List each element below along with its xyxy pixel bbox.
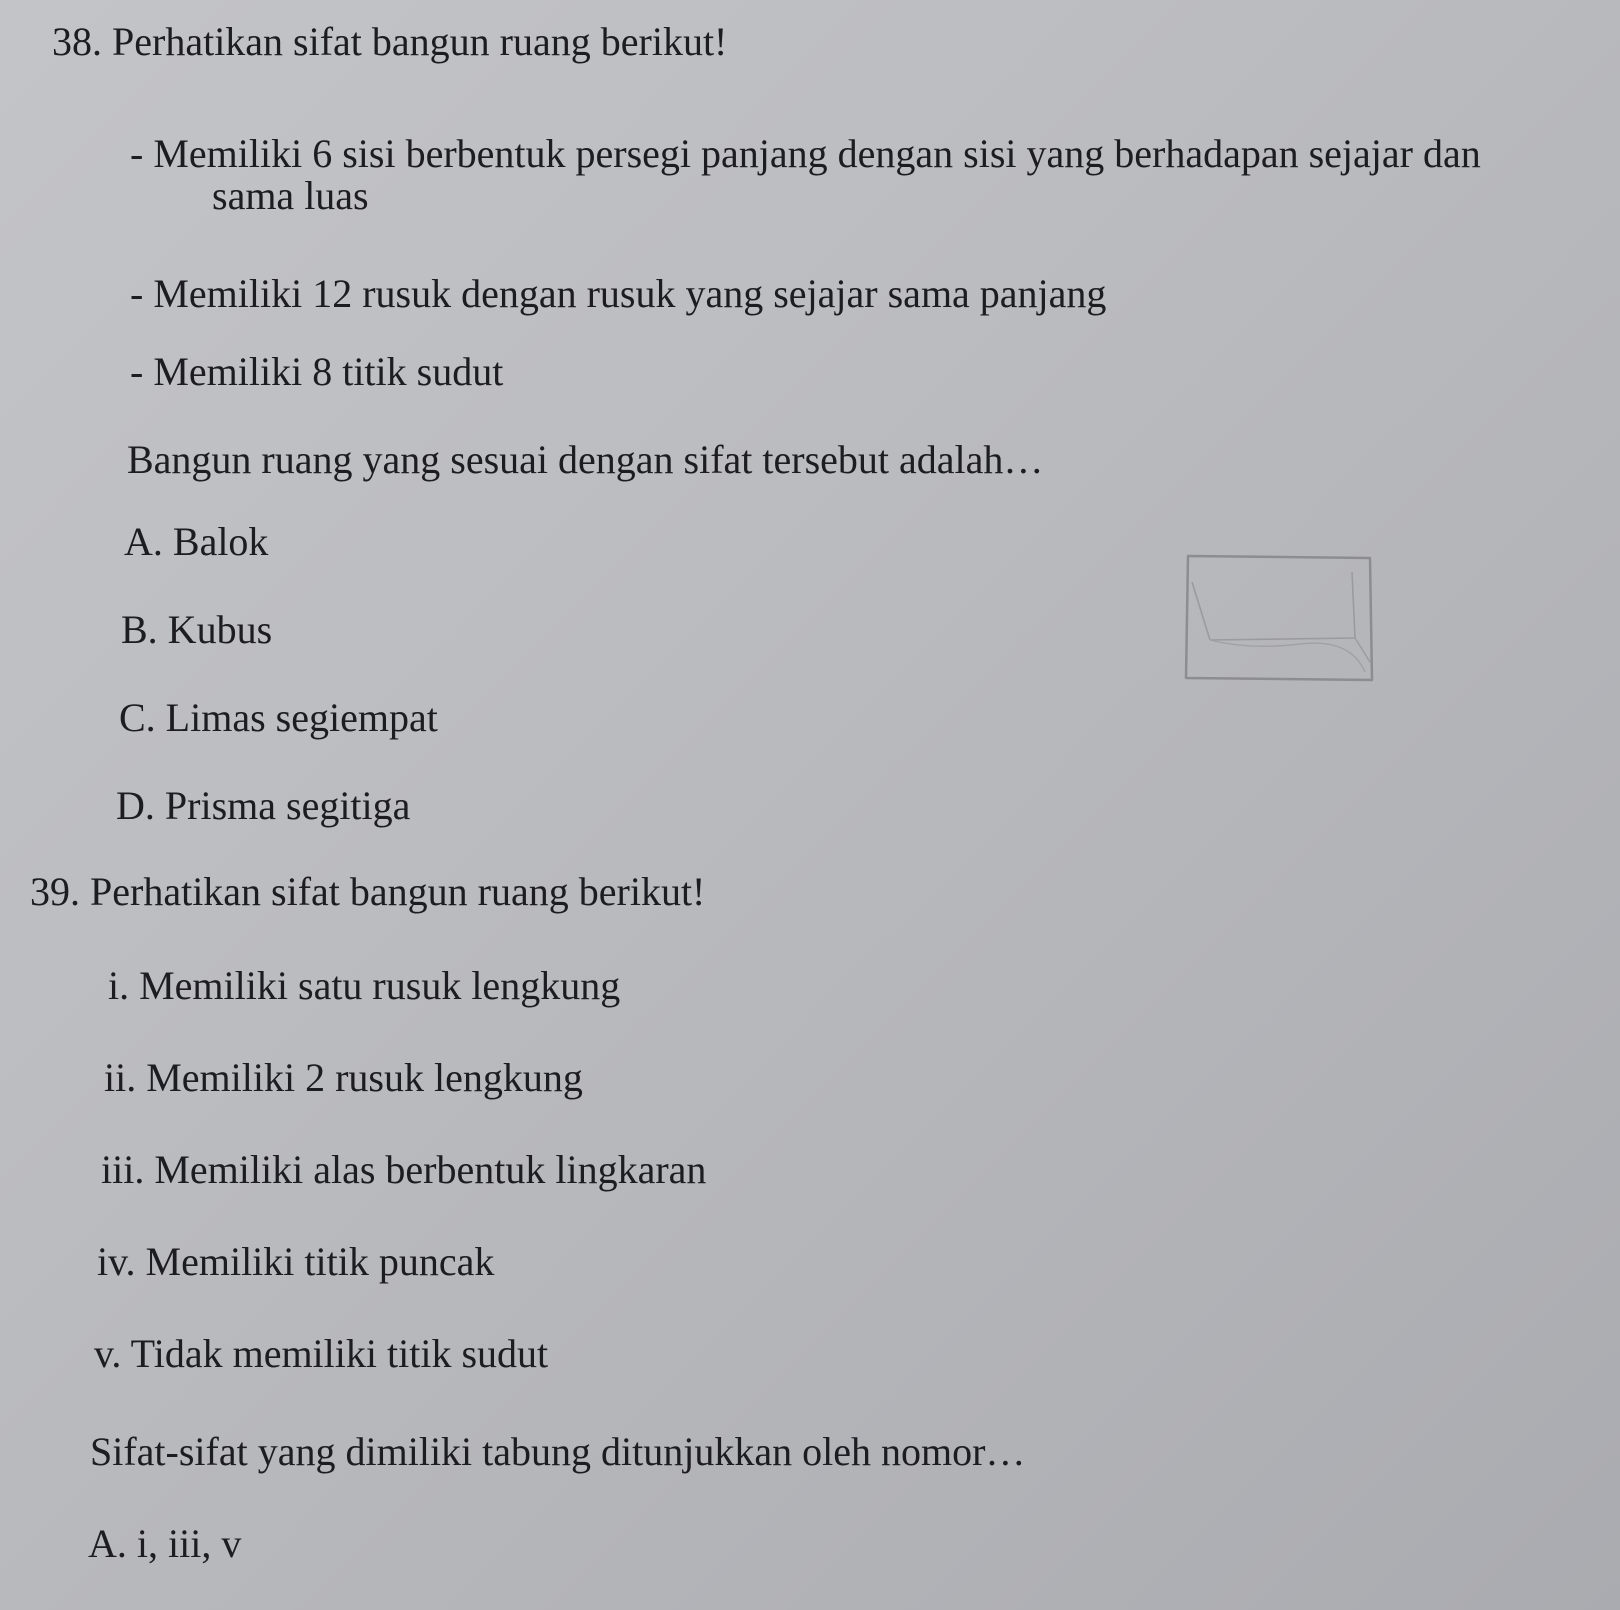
q38-option-b: B. Kubus (121, 607, 273, 652)
q39-option-a: A. i, iii, v (88, 1521, 242, 1566)
q39-item-iii: iii. Memiliki alas berbentuk lingkaran (101, 1147, 707, 1192)
q39-item-ii: ii. Memiliki 2 rusuk lengkung (104, 1055, 583, 1100)
q38-property-1-continued: sama luas (212, 173, 369, 218)
q39-item-iv: iv. Memiliki titik puncak (97, 1239, 495, 1284)
q39-item-v: v. Tidak memiliki titik sudut (94, 1331, 549, 1376)
q38-option-a: A. Balok (124, 519, 269, 564)
q39-heading: 39. Perhatikan sifat bangun ruang berikut! (30, 869, 706, 914)
pencil-box-sketch (1180, 552, 1380, 692)
q38-heading: 38. Perhatikan sifat bangun ruang berikut! (52, 19, 728, 64)
q38-property-2: - Memiliki 12 rusuk dengan rusuk yang sejajar sama panjang (130, 271, 1107, 316)
q38-property-3: - Memiliki 8 titik sudut (130, 349, 504, 394)
q38-property-1: - Memiliki 6 sisi berbentuk persegi panjang dengan sisi yang berhadapan sejajar dan (130, 131, 1481, 176)
q39-item-i: i. Memiliki satu rusuk lengkung (108, 963, 621, 1008)
q38-question: Bangun ruang yang sesuai dengan sifat tersebut adalah… (127, 437, 1044, 482)
q38-option-d: D. Prisma segitiga (116, 783, 411, 828)
q39-question: Sifat-sifat yang dimiliki tabung ditunjukkan oleh nomor… (90, 1429, 1026, 1474)
q38-option-c: C. Limas segiempat (119, 695, 438, 740)
